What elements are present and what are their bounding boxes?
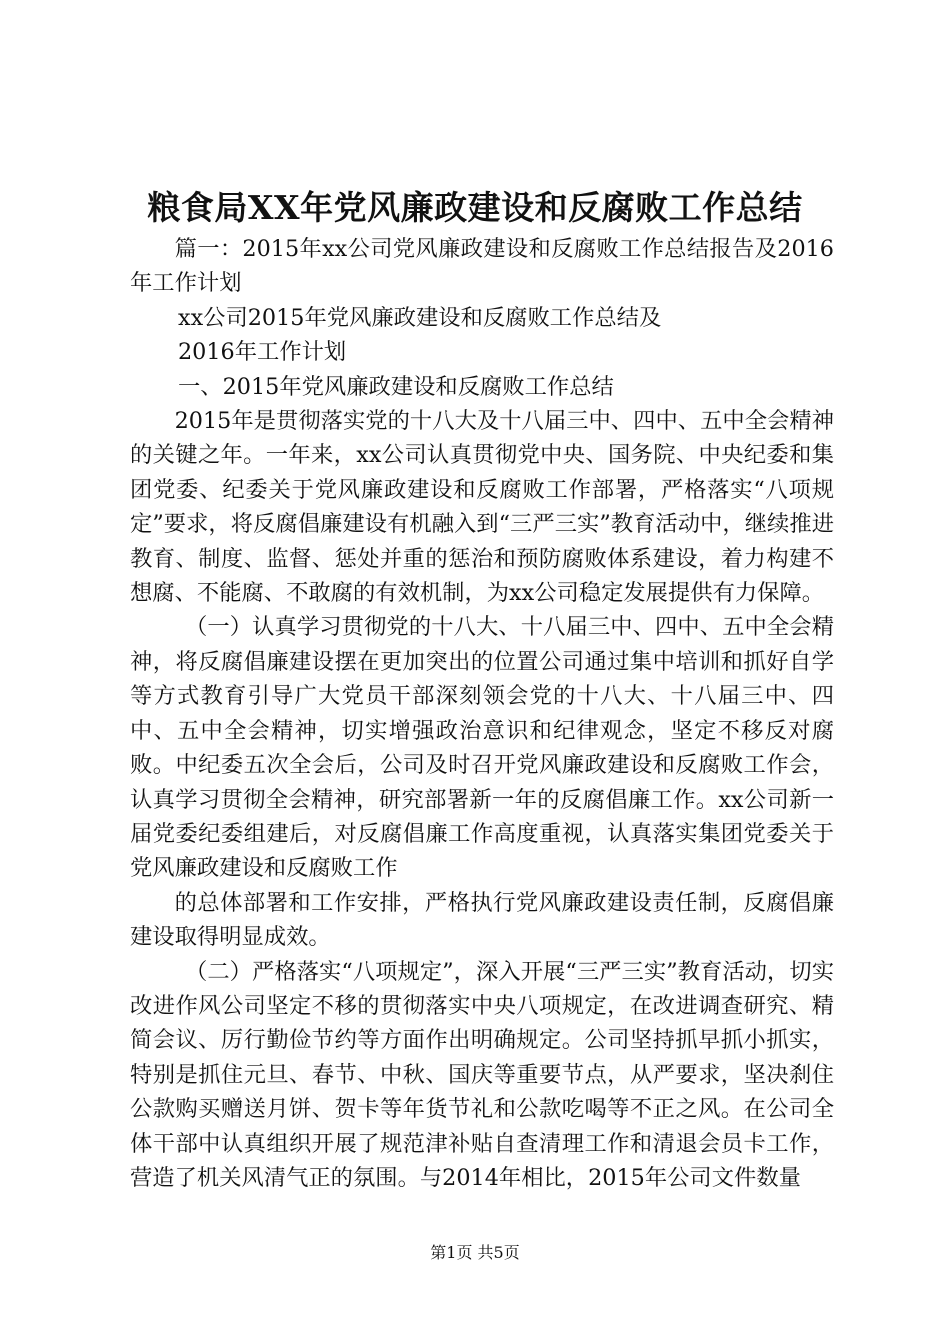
paragraph-subtitle-line2: 2016年工作计划 <box>178 339 347 366</box>
paragraph-item-one-continued: 的总体部署和工作安排，严格执行党风廉政建设责任制，反腐倡廉建设取得明显成效。 <box>130 889 834 951</box>
paragraph-subtitle-line1: xx公司2015年党风廉政建设和反腐败工作总结及 <box>178 304 662 331</box>
paragraph-section-heading: 一、2015年党风廉政建设和反腐败工作总结 <box>178 373 614 400</box>
page-number: 第1页 共5页 <box>430 1243 520 1262</box>
paragraph-intro: 2015年是贯彻落实党的十八大及十八届三中、四中、五中全会精神的关键之年。一年来，xx公司认真贯彻党中央、国务院、中央纪委和集团党委、纪委关于党风廉政建设和反腐败工作部署，严格落实“八项规定”要求，将反腐倡廉建设有机融入到“三严三实”教育活动中，继续推进教育、制度、监督、惩处并重的惩治和预防腐败体系建设，着力构建不想腐、不能腐、不敢腐的有效机制，为xx公司稳定发展提供有力保障。 <box>130 408 834 607</box>
document-body <box>130 232 834 1195</box>
paragraph-item-one: （一）认真学习贯彻党的十八大、十八届三中、四中、五中全会精神，将反腐倡廉建设摆在更加突出的位置公司通过集中培训和抓好自学等方式教育引导广大党员干部深刻领会党的十八大、十八届三中、四中、五中全会精神，切实增强政治意识和纪律观念，坚定不移反对腐败。中纪委五次全会后，公司及时召开党风廉政建设和反腐败工作会，认真学习贯彻全会精神，研究部署新一年的反腐倡廉工作。xx公司新一届党委纪委组建后，对反腐倡廉工作高度重视，认真落实集团党委关于党风廉政建设和反腐败工作 <box>130 614 834 882</box>
paragraph-item-two: （二）严格落实“八项规定”，深入开展“三严三实”教育活动，切实改进作风公司坚定不移的贯彻落实中央八项规定，在改进调查研究、精简会议、厉行勤俭节约等方面作出明确规定。公司坚持抓早抓小抓实，特别是抓住元旦、春节、中秋、国庆等重要节点，从严要求，坚决刹住公款购买赠送月饼、贺卡等年货节礼和公款吃喝等不正之风。在公司全体干部中认真组织开展了规范津补贴自查清理工作和清退会员卡工作，营造了机关风清气正的氛围。与2014年相比，2015年公司文件数量 <box>130 958 834 1191</box>
paragraph-article-heading: 篇一：2015年xx公司党风廉政建设和反腐败工作总结报告及2016年工作计划 <box>130 236 834 297</box>
document-title: 粮食局XX年党风廉政建设和反腐败工作总结 <box>147 188 803 227</box>
